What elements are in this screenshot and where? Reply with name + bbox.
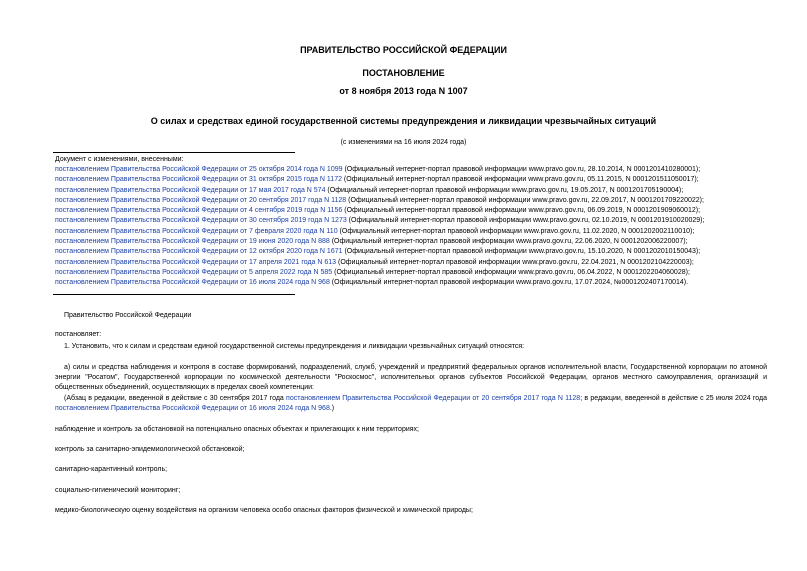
amendment-link[interactable]: постановлением Правительства Российской Федерации от 4 сентября 2019 года N 1156 [55, 207, 343, 215]
note-link-2017[interactable]: постановлением Правительства Российской Федерации от 20 сентября 2017 года N 1128 [286, 395, 581, 402]
amendment-item [55, 268, 704, 278]
amendment-link[interactable]: постановлением Правительства Российской Федерации от 30 сентября 2019 года N 1273 [55, 217, 347, 225]
amendment-source: (Официальный интернет-портал правовой информации www.pravo.gov.ru, 28.10.2014, N 0001201410280001); [342, 166, 701, 173]
amendment-source: (Официальный интернет-портал правовой информации www.pravo.gov.ru, 06.09.2019, N 0001201909060012); [342, 207, 701, 215]
body-line: санитарно-карантинный контроль; [55, 466, 168, 473]
note-part-3: .) [329, 405, 335, 412]
date-number-heading: от 8 ноября 2013 года N 1007 [339, 86, 468, 96]
amendment-source: (Официальный интернет-портал правовой информации www.pravo.gov.ru, 02.10.2019, N 0001201910020029); [346, 217, 705, 225]
amendment-source: (Официальный интернет-портал правовой информации www.pravo.gov.ru, 06.04.2022, N 0001202204060028); [332, 268, 690, 276]
amendment-item [55, 196, 704, 206]
amendment-link[interactable]: постановлением Правительства Российской Федерации от 7 февраля 2020 года N 110 [55, 227, 338, 235]
body-line: медико-биологическую оценку воздействия на организм человека особо опасных факторов физической и химической природы; [55, 507, 473, 514]
amendment-item [55, 278, 704, 288]
body-line: наблюдение и контроль за обстановкой на потенциально опасных объектах и прилегающих к ним территориях; [55, 426, 419, 433]
doc-type-heading: ПОСТАНОВЛЕНИЕ [362, 68, 445, 78]
amendment-item [55, 216, 704, 226]
item-1-text: 1. Установить, что к силам и средствам единой государственной системы предупреждения и ликвидации чрезвычайных ситуаций относятся: [64, 343, 525, 350]
amendment-item [55, 175, 704, 185]
document-title: О силах и средствах единой государственной системы предупреждения и ликвидации чрезвычайных ситуаций [150, 116, 657, 126]
note-link-2024[interactable]: постановлением Правительства Российской Федерации от 16 июля 2024 года N 968 [55, 405, 330, 412]
amendment-source: (Официальный интернет-портал правовой информации www.pravo.gov.ru, 15.10.2020, N 0001202010150043); [342, 248, 701, 256]
amendments-list [55, 165, 704, 289]
decrees-text: постановляет: [55, 331, 102, 338]
divider-top [53, 152, 295, 153]
amendment-source: (Официальный интернет-портал правовой информации www.pravo.gov.ru, 22.04.2021, N 0001202104220003); [336, 258, 694, 266]
issuer-text: Правительство Российской Федерации [64, 312, 192, 319]
revision-note-paragraph [55, 394, 767, 414]
amendment-link[interactable]: постановлением Правительства Российской Федерации от 5 апреля 2022 года N 585 [55, 268, 333, 276]
amendment-item [55, 186, 704, 196]
government-heading: ПРАВИТЕЛЬСТВО РОССИЙСКОЙ ФЕДЕРАЦИИ [300, 45, 507, 55]
note-part-1: (Абзац в редакции, введенной в действие с 30 сентября 2017 года [64, 395, 287, 402]
amendments-intro: Документ с изменениями, внесенными: [55, 156, 184, 163]
amendment-link[interactable]: постановлением Правительства Российской Федерации от 16 июля 2024 года N 968 [55, 279, 330, 287]
revision-note: (с изменениями на 16 июля 2024 года) [340, 139, 467, 146]
amendment-link[interactable]: постановлением Правительства Российской Федерации от 20 сентября 2017 года N 1128 [55, 196, 347, 204]
amendment-source: (Официальный интернет-портал правовой информации www.pravo.gov.ru, 19.05.2017, N 0001201705190004); [325, 186, 684, 194]
amendment-source: (Официальный интернет-портал правовой информации www.pravo.gov.ru, 17.07.2024, №0001202407170014). [329, 279, 689, 287]
amendment-source: (Официальный интернет-портал правовой информации www.pravo.gov.ru, 05.11.2015, N 0001201511050017); [341, 176, 699, 184]
amendment-item [55, 258, 704, 268]
amendment-source: (Официальный интернет-портал правовой информации www.pravo.gov.ru, 11.02.2020, N 0001202002110010); [337, 227, 695, 235]
amendment-source: (Официальный интернет-портал правовой информации www.pravo.gov.ru, 22.09.2017, N 0001201709220022); [346, 196, 704, 204]
amendment-link[interactable]: постановлением Правительства Российской Федерации от 31 октября 2015 года N 1172 [55, 176, 342, 184]
amendment-link[interactable]: постановлением Правительства Российской Федерации от 12 октября 2020 года N 1671 [55, 248, 343, 256]
amendment-link[interactable]: постановлением Правительства Российской Федерации от 17 мая 2017 года N 574 [55, 186, 326, 194]
body-line: контроль за санитарно-эпидемиологической обстановкой; [55, 446, 245, 453]
divider-bottom [53, 294, 295, 295]
body-line: социально-гигиенический мониторинг; [55, 487, 181, 494]
item-a-text: а) силы и средства наблюдения и контроля в составе формирований, подразделений, служб, учреждений и предприятий федеральных органов исполнительной власти, Государственной корпорации по атомной энергии "Росатом", Государственной корпорации по космической деятельности "Роскосмос", исполнительных органов субъектов Российской Федерации, органов местного самоуправления, организаций и общественных объединений, осуществляющих в пределах своей компетенции: [55, 364, 767, 391]
amendment-link[interactable]: постановлением Правительства Российской Федерации от 17 апреля 2021 года N 613 [55, 258, 337, 266]
amendment-item [55, 227, 704, 237]
amendment-link[interactable]: постановлением Правительства Российской Федерации от 19 июня 2020 года N 888 [55, 238, 330, 246]
note-part-2: ; в редакции, введенной в действие с 25 июля 2024 года [580, 395, 767, 402]
amendment-source: (Официальный интернет-портал правовой информации www.pravo.gov.ru, 22.06.2020, N 0001202006220007); [329, 238, 688, 246]
amendment-item [55, 247, 704, 257]
amendment-item [55, 237, 704, 247]
amendment-item [55, 165, 704, 175]
amendment-item [55, 206, 704, 216]
amendment-link[interactable]: постановлением Правительства Российской Федерации от 25 октября 2014 года N 1099 [55, 166, 343, 173]
